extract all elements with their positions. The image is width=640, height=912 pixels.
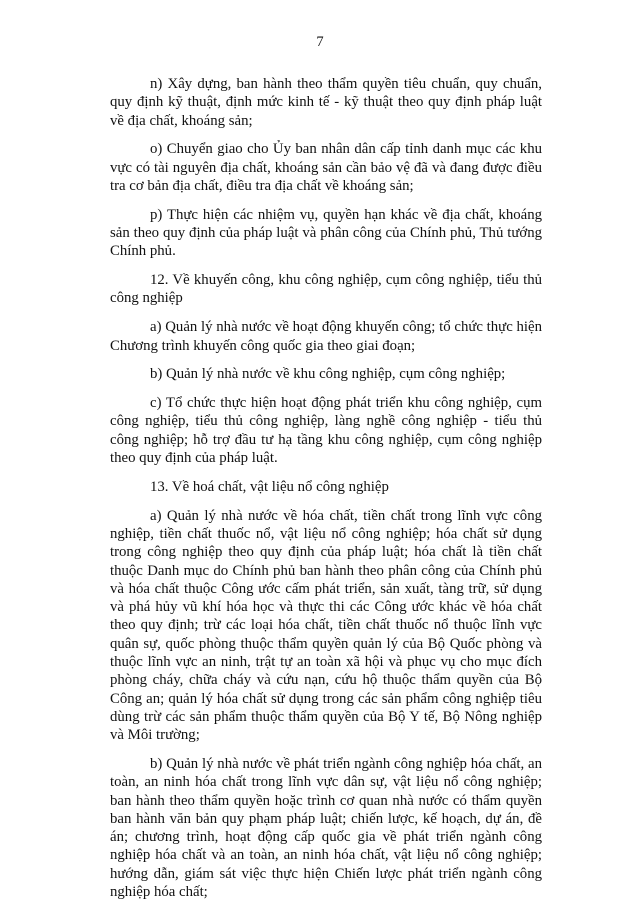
page-number: 7	[316, 34, 324, 50]
paragraph-12-b: b) Quản lý nhà nước về khu công nghiệp, cụm công nghiệp;	[150, 366, 506, 383]
document-body	[110, 75, 542, 912]
paragraph-item-o: o) Chuyển giao cho Ủy ban nhân dân cấp tỉnh danh mục các khu vực có tài nguyên địa chất, khoáng sản cần bảo vệ đã và đang được điều tra cơ bản địa chất, điều tra địa chất về khoáng sản;	[110, 141, 542, 194]
section-heading-13: 13. Về hoá chất, vật liệu nổ công nghiệp	[150, 478, 389, 495]
paragraph-12-c: c) Tổ chức thực hiện hoạt động phát triển khu công nghiệp, cụm công nghiệp, tiểu thủ công nghiệp, làng nghề công nghiệp - tiểu thủ công nghiệp; hỗ trợ đầu tư hạ tầng khu công nghiệp, cụm công nghiệp theo quy định của pháp luật.	[110, 395, 542, 467]
paragraph-13-a: a) Quản lý nhà nước về hóa chất, tiền chất trong lĩnh vực công nghiệp, tiền chất thuốc nổ, vật liệu nổ công nghiệp; hóa chất sử dụng trong công nghiệp theo quy định của pháp luật; hóa chất là tiền chất thuộc Danh mục do Chính phủ ban hành theo phân công của Chính phủ và hóa chất thuộc Công ước cấm phát triển, sản xuất, tàng trữ, sử dụng và phá hủy vũ khí hóa học và thực thi các Công ước khác về hóa chất theo quy định; trừ các loại hóa chất, tiền chất thuốc nổ thuộc lĩnh vực quân sự, quốc phòng thuộc thẩm quyền quản lý của Bộ Quốc phòng và thuộc lĩnh vực an ninh, trật tự an toàn xã hội và phục vụ cho mục đích phòng cháy, chữa cháy và cứu nạn, cứu hộ thuộc thẩm quyền của Bộ Công an; quản lý hóa chất sử dụng trong các sản phẩm công nghiệp tiêu dùng trừ các sản phẩm thuộc thẩm quyền của Bộ Y tế, Bộ Nông nghiệp và Môi trường;	[110, 507, 542, 744]
paragraph-item-p: p) Thực hiện các nhiệm vụ, quyền hạn khác về địa chất, khoáng sản theo quy định của pháp luật và phân công của Chính phủ, Thủ tướng Chính phủ.	[110, 206, 542, 260]
paragraph-item-n: n) Xây dựng, ban hành theo thẩm quyền tiêu chuẩn, quy chuẩn, quy định kỹ thuật, định mức kinh tế - kỹ thuật theo quy định pháp luật về địa chất, khoáng sản;	[110, 76, 542, 129]
paragraph-13-b: b) Quản lý nhà nước về phát triển ngành công nghiệp hóa chất, an toàn, an ninh hóa chất trong lĩnh vực dân sự, vật liệu nổ công nghiệp; ban hành theo thẩm quyền hoặc trình cơ quan nhà nước có thẩm quyền ban hành văn bản quy phạm pháp luật; chiến lược, kế hoạch, dự án, đề án; chương trình, hoạt động cấp quốc gia về phát triển ngành công nghiệp hóa chất và an toàn, an ninh hóa chất, vật liệu nổ công nghiệp; hướng dẫn, giám sát việc thực hiện Chiến lược phát triển ngành công nghiệp hóa chất;	[110, 756, 542, 901]
section-heading-12: 12. Về khuyến công, khu công nghiệp, cụm công nghiệp, tiểu thủ công nghiệp	[110, 272, 542, 307]
paragraph-12-a: a) Quản lý nhà nước về hoạt động khuyến công; tổ chức thực hiện Chương trình khuyến công quốc gia theo giai đoạn;	[110, 319, 542, 354]
